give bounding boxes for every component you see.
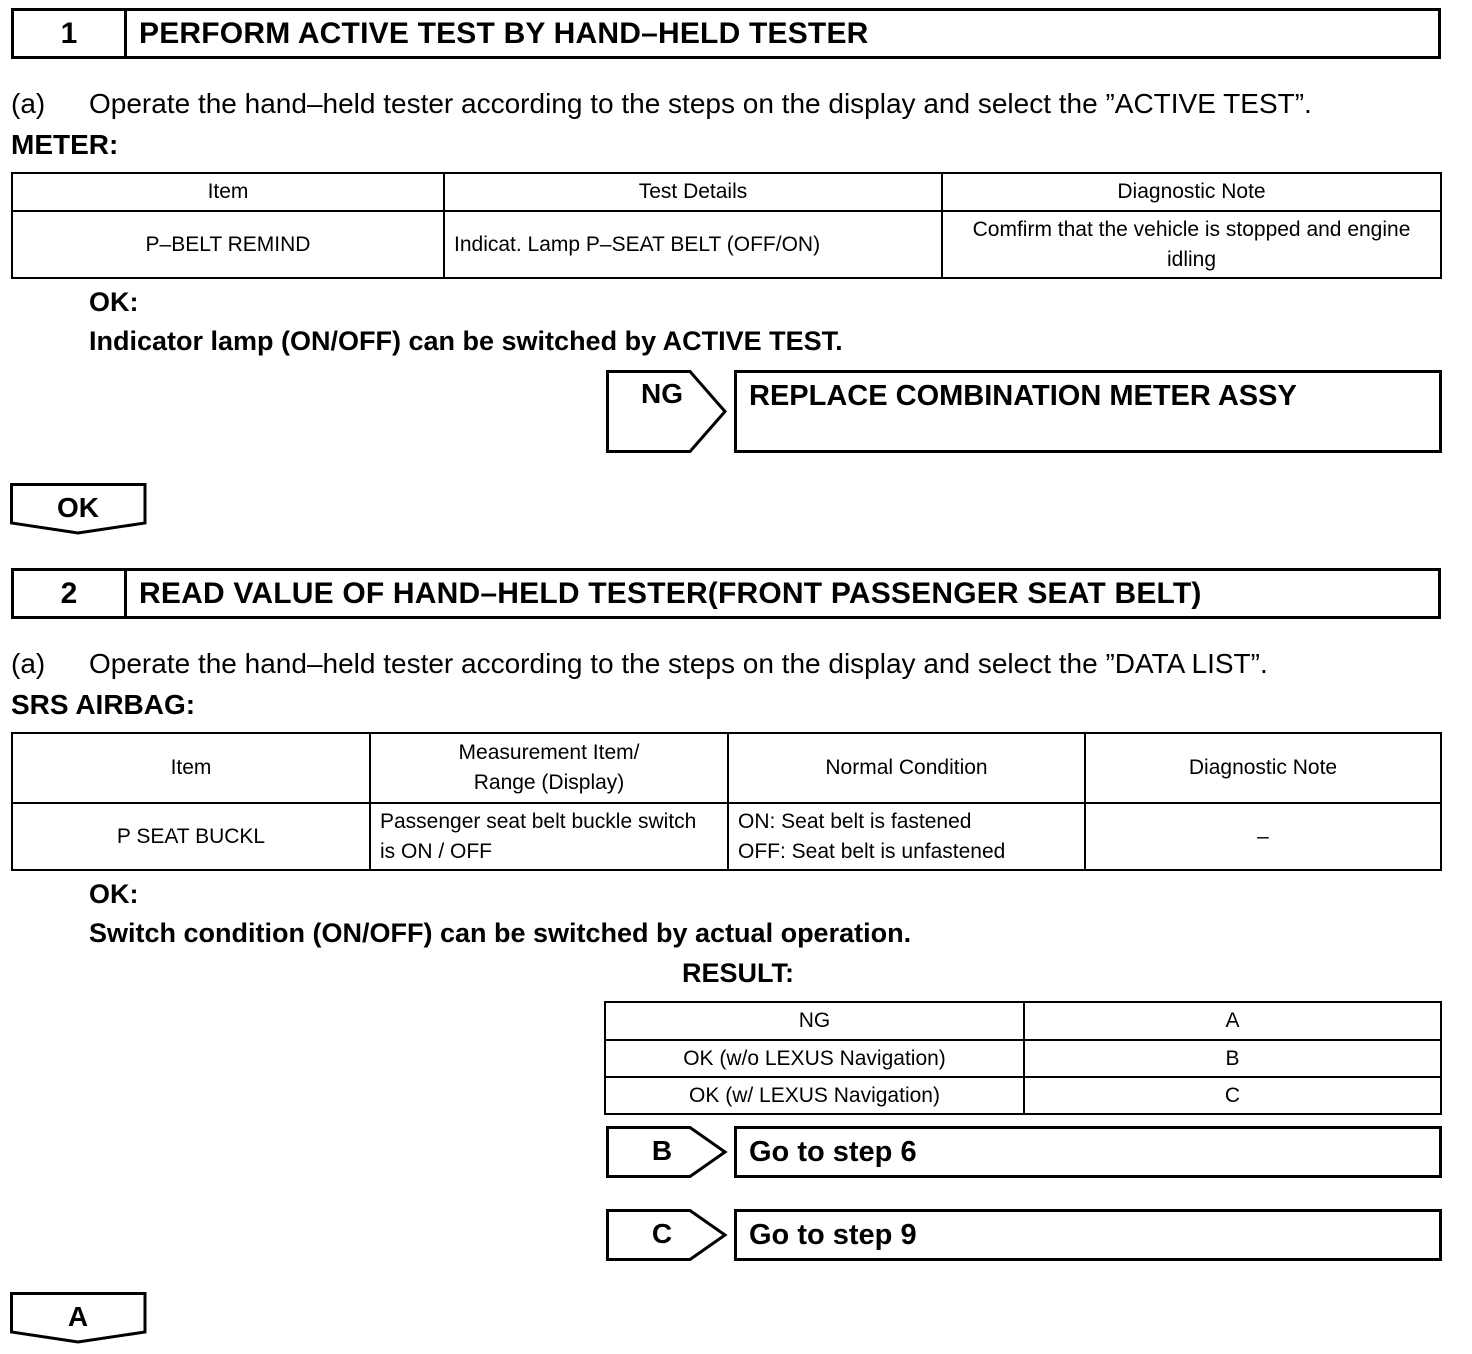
step-2-ok-label: OK:: [89, 879, 139, 909]
srs-cell-normal-on: ON: Seat belt is fastened: [738, 809, 972, 833]
branch-c-action: Go to step 9: [734, 1209, 1442, 1261]
step-1-ok-text: Indicator lamp (ON/OFF) can be switched by ACTIVE TEST.: [89, 326, 843, 356]
step-2-header: [11, 568, 1441, 619]
step-2-instruction: [11, 648, 1268, 680]
srs-header-normal-condition: Normal Condition: [728, 733, 1085, 803]
a-tab-label: A: [67, 1301, 89, 1332]
step-2-instruction-label: (a): [11, 648, 46, 679]
meter-cell-test-details: Indicat. Lamp P–SEAT BELT (OFF/ON): [444, 211, 942, 278]
srs-airbag-table: [11, 732, 1442, 871]
srs-cell-measurement-line1: Passenger seat belt buckle switch: [380, 809, 697, 833]
branch-b-tag: B: [651, 1135, 673, 1166]
srs-cell-item: P SEAT BUCKL: [12, 803, 370, 870]
srs-header-measurement-line1: Measurement Item/: [458, 741, 640, 764]
branch-c-tag: C: [651, 1218, 673, 1249]
result-condition-ok-wo-nav: OK (w/o LEXUS Navigation): [605, 1040, 1024, 1077]
meter-table: [11, 172, 1442, 279]
step-1-section-label: METER:: [11, 129, 119, 160]
result-table: [604, 1001, 1442, 1115]
result-code-b: B: [1024, 1040, 1441, 1077]
step-2-instruction-text: Operate the hand–held tester according to the steps on the display and select the ”DATA LIST”.: [89, 648, 1268, 679]
result-condition-ok-w-nav: OK (w/ LEXUS Navigation): [605, 1077, 1024, 1114]
srs-cell-measurement: [370, 803, 728, 870]
result-code-a: A: [1024, 1002, 1441, 1040]
ng-tag-label: NG: [641, 378, 683, 409]
step-2-number: 2: [14, 571, 127, 616]
meter-cell-diagnostic-note: Comfirm that the vehicle is stopped and engine idling: [942, 211, 1441, 278]
step-1-number: 1: [14, 11, 127, 56]
step-1-title: PERFORM ACTIVE TEST BY HAND–HELD TESTER: [139, 16, 869, 50]
branch-b-action: Go to step 6: [734, 1126, 1442, 1178]
result-code-c: C: [1024, 1077, 1441, 1114]
srs-cell-measurement-line2: is ON / OFF: [380, 839, 492, 863]
meter-cell-item: P–BELT REMIND: [12, 211, 444, 278]
step-2-section-label: SRS AIRBAG:: [11, 689, 196, 720]
result-label: RESULT:: [682, 958, 794, 988]
meter-header-diagnostic-note: Diagnostic Note: [942, 173, 1441, 211]
step-1-instruction-label: (a): [11, 88, 46, 119]
srs-header-diagnostic-note: Diagnostic Note: [1085, 733, 1441, 803]
result-condition-ng: NG: [605, 1002, 1024, 1040]
step-1-ok-label: OK:: [89, 287, 139, 317]
srs-cell-diagnostic-note: –: [1085, 803, 1441, 870]
step-2-continue-tab: [10, 1292, 148, 1349]
step-2-ok-text: Switch condition (ON/OFF) can be switched by actual operation.: [89, 918, 912, 948]
srs-cell-normal-off: OFF: Seat belt is unfastened: [738, 839, 1006, 863]
ng-action-box: REPLACE COMBINATION METER ASSY: [734, 370, 1442, 453]
srs-header-measurement: [370, 733, 728, 803]
step-1-instruction: [11, 88, 1312, 120]
meter-header-item: Item: [12, 173, 444, 211]
step-1-header: [11, 8, 1441, 59]
srs-header-item: Item: [12, 733, 370, 803]
ok-tab-label: OK: [57, 492, 99, 523]
step-2-title: READ VALUE OF HAND–HELD TESTER(FRONT PASSENGER SEAT BELT): [139, 576, 1202, 610]
step-1-instruction-text: Operate the hand–held tester according to the steps on the display and select the ”ACTIVE TEST”.: [89, 88, 1312, 119]
srs-header-measurement-line2: Range (Display): [473, 771, 625, 794]
meter-header-test-details: Test Details: [444, 173, 942, 211]
srs-cell-normal-condition: [728, 803, 1085, 870]
step-1-continue-tab: [10, 483, 148, 540]
